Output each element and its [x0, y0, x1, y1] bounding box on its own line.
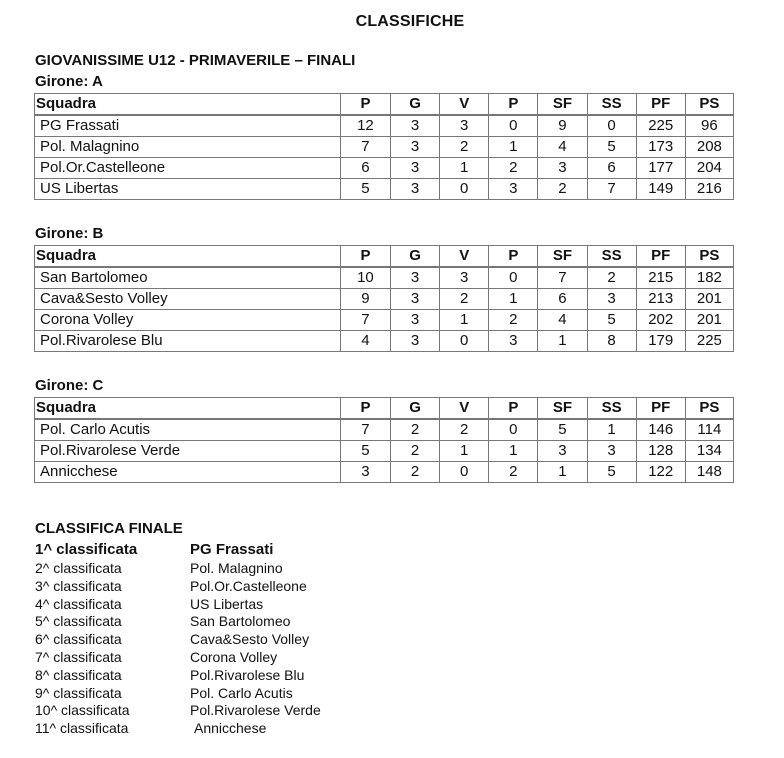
- stat-cell: 3: [587, 441, 636, 462]
- championship-subtitle: GIOVANISSIME U12 - PRIMAVERILE – FINALI: [35, 52, 356, 69]
- column-header: SF: [538, 246, 587, 268]
- stat-cell: 149: [636, 179, 685, 200]
- ranking-position: 6^ classificata: [35, 631, 122, 648]
- column-header: V: [440, 94, 489, 116]
- stat-cell: 0: [440, 462, 489, 483]
- stat-cell: 1: [587, 419, 636, 441]
- table-header-row: [35, 246, 734, 268]
- group-a-table: [34, 93, 734, 200]
- stat-cell: 1: [440, 441, 489, 462]
- ranking-team-name: Pol.Or.Castelleone: [190, 577, 307, 594]
- stat-cell: 2: [489, 310, 538, 331]
- table-row: [35, 158, 734, 179]
- stat-cell: 2: [440, 137, 489, 158]
- stat-cell: 0: [587, 115, 636, 137]
- table-row: [35, 441, 734, 462]
- stat-cell: 177: [636, 158, 685, 179]
- stat-cell: 5: [538, 419, 587, 441]
- ranking-team-name: Pol. Malagnino: [190, 560, 283, 576]
- stat-cell: 202: [636, 310, 685, 331]
- table-row: [35, 115, 734, 137]
- stat-cell: 0: [440, 179, 489, 200]
- stat-cell: 5: [340, 441, 390, 462]
- list-item: [35, 720, 321, 738]
- stat-cell: 8: [587, 331, 636, 352]
- column-header: SS: [587, 94, 636, 116]
- stat-cell: 134: [685, 441, 733, 462]
- column-header: P: [489, 94, 538, 116]
- column-header: PF: [636, 398, 685, 420]
- table-header-row: [35, 94, 734, 116]
- stat-cell: 4: [340, 331, 390, 352]
- ranking-team-name: Pol.Rivarolese Verde: [190, 702, 321, 719]
- stat-cell: 2: [489, 158, 538, 179]
- ranking-team-name: Cava&Sesto Volley: [190, 631, 310, 648]
- team-name-cell: Pol.Rivarolese Blu: [35, 331, 341, 352]
- stat-cell: 2: [391, 419, 440, 441]
- list-item: [35, 631, 321, 649]
- stat-cell: 173: [636, 137, 685, 158]
- team-name-cell: PG Frassati: [35, 115, 341, 137]
- stat-cell: 225: [685, 331, 733, 352]
- stat-cell: 9: [340, 289, 390, 310]
- column-header: V: [440, 398, 489, 420]
- team-name-cell: Pol. Malagnino: [35, 137, 341, 158]
- ranking-team-name: Pol.Rivarolese Blu: [190, 666, 305, 683]
- stat-cell: 213: [636, 289, 685, 310]
- team-name-cell: Pol.Or.Castelleone: [35, 158, 341, 179]
- stat-cell: 3: [391, 179, 440, 200]
- ranking-team-name: Annicchese: [194, 720, 267, 737]
- column-header: SS: [587, 398, 636, 420]
- page-title: CLASSIFICHE: [355, 13, 465, 30]
- table-row: [35, 267, 734, 289]
- ranking-position: 10^ classificata: [35, 702, 130, 719]
- ranking-position: 4^ classificata: [35, 595, 122, 612]
- stat-cell: 148: [685, 462, 733, 483]
- stat-cell: 1: [489, 441, 538, 462]
- stat-cell: 208: [685, 137, 733, 158]
- stat-cell: 201: [685, 289, 733, 310]
- table-row: [35, 331, 734, 352]
- table-header-row: [35, 398, 734, 420]
- stat-cell: 122: [636, 462, 685, 483]
- stat-cell: 4: [538, 310, 587, 331]
- stat-cell: 182: [685, 267, 733, 289]
- stat-cell: 179: [636, 331, 685, 352]
- stat-cell: 3: [391, 331, 440, 352]
- stat-cell: 96: [685, 115, 733, 137]
- stat-cell: 0: [489, 115, 538, 137]
- stat-cell: 6: [587, 158, 636, 179]
- stat-cell: 3: [391, 267, 440, 289]
- team-name-cell: US Libertas: [35, 179, 341, 200]
- group-b-table: [34, 245, 734, 352]
- column-header: P: [340, 246, 390, 268]
- stat-cell: 216: [685, 179, 733, 200]
- stat-cell: 3: [391, 137, 440, 158]
- stat-cell: 7: [340, 137, 390, 158]
- ranking-team-name: PG Frassati: [190, 541, 274, 558]
- stat-cell: 2: [489, 462, 538, 483]
- stat-cell: 3: [391, 115, 440, 137]
- stat-cell: 3: [538, 441, 587, 462]
- list-item: [35, 578, 321, 596]
- column-header: G: [391, 94, 440, 116]
- stat-cell: 1: [440, 158, 489, 179]
- column-header: G: [391, 246, 440, 268]
- column-header: P: [340, 94, 390, 116]
- stat-cell: 3: [440, 267, 489, 289]
- stat-cell: 3: [391, 289, 440, 310]
- stat-cell: 1: [489, 289, 538, 310]
- team-name-cell: Pol.Rivarolese Verde: [35, 441, 341, 462]
- stat-cell: 7: [340, 419, 390, 441]
- stat-cell: 3: [391, 310, 440, 331]
- table-row: [35, 419, 734, 441]
- ranking-position: 2^ classificata: [35, 560, 122, 576]
- table-row: [35, 289, 734, 310]
- column-header: PS: [685, 94, 733, 116]
- stat-cell: 128: [636, 441, 685, 462]
- column-header: SF: [538, 94, 587, 116]
- stat-cell: 4: [538, 137, 587, 158]
- table-row: [35, 179, 734, 200]
- group-c-label: Girone: C: [35, 377, 104, 394]
- column-header: Squadra: [35, 398, 341, 420]
- stat-cell: 5: [340, 179, 390, 200]
- ranking-position: 5^ classificata: [35, 613, 122, 630]
- list-item: [35, 560, 321, 578]
- column-header: PS: [685, 246, 733, 268]
- stat-cell: 1: [489, 137, 538, 158]
- column-header: P: [340, 398, 390, 420]
- final-ranking-list: [35, 540, 321, 738]
- ranking-team-name: US Libertas: [190, 595, 264, 612]
- list-item: [35, 685, 321, 703]
- stat-cell: 201: [685, 310, 733, 331]
- stat-cell: 3: [538, 158, 587, 179]
- ranking-position: 11^ classificata: [35, 720, 129, 737]
- column-header: PS: [685, 398, 733, 420]
- ranking-team-name: San Bartolomeo: [190, 613, 291, 630]
- column-header: Squadra: [35, 246, 341, 268]
- stat-cell: 1: [440, 310, 489, 331]
- ranking-position: 1^ classificata: [35, 541, 138, 558]
- stat-cell: 10: [340, 267, 390, 289]
- column-header: SF: [538, 398, 587, 420]
- column-header: V: [440, 246, 489, 268]
- stat-cell: 215: [636, 267, 685, 289]
- ranking-position: 7^ classificata: [35, 648, 122, 665]
- list-item: [35, 667, 321, 685]
- ranking-position: 8^ classificata: [35, 666, 122, 683]
- stat-cell: 6: [340, 158, 390, 179]
- column-header: P: [489, 246, 538, 268]
- list-item: [35, 540, 321, 560]
- team-name-cell: San Bartolomeo: [35, 267, 341, 289]
- ranking-team-name: Pol. Carlo Acutis: [190, 684, 293, 701]
- column-header: G: [391, 398, 440, 420]
- team-name-cell: Corona Volley: [35, 310, 341, 331]
- team-name-cell: Cava&Sesto Volley: [35, 289, 341, 310]
- group-b-label: Girone: B: [35, 225, 104, 242]
- ranking-position: 9^ classificata: [35, 684, 122, 701]
- list-item: [35, 649, 321, 667]
- table-row: [35, 462, 734, 483]
- stat-cell: 5: [587, 137, 636, 158]
- column-header: SS: [587, 246, 636, 268]
- stat-cell: 7: [587, 179, 636, 200]
- stat-cell: 1: [538, 331, 587, 352]
- stat-cell: 114: [685, 419, 733, 441]
- stat-cell: 12: [340, 115, 390, 137]
- team-name-cell: Annicchese: [35, 462, 341, 483]
- stat-cell: 146: [636, 419, 685, 441]
- stat-cell: 9: [538, 115, 587, 137]
- stat-cell: 0: [489, 419, 538, 441]
- column-header: PF: [636, 94, 685, 116]
- list-item: [35, 702, 321, 720]
- ranking-position: 3^ classificata: [35, 577, 122, 594]
- ranking-team-name: Corona Volley: [190, 648, 278, 665]
- stat-cell: 5: [587, 462, 636, 483]
- stat-cell: 2: [440, 419, 489, 441]
- stat-cell: 3: [440, 115, 489, 137]
- table-row: [35, 310, 734, 331]
- stat-cell: 2: [587, 267, 636, 289]
- stat-cell: 204: [685, 158, 733, 179]
- stat-cell: 0: [440, 331, 489, 352]
- list-item: [35, 613, 321, 631]
- final-ranking-title: CLASSIFICA FINALE: [35, 520, 183, 537]
- stat-cell: 6: [538, 289, 587, 310]
- stat-cell: 0: [489, 267, 538, 289]
- column-header: Squadra: [35, 94, 341, 116]
- stat-cell: 2: [391, 441, 440, 462]
- stat-cell: 2: [538, 179, 587, 200]
- stat-cell: 3: [391, 158, 440, 179]
- stat-cell: 3: [340, 462, 390, 483]
- stat-cell: 5: [587, 310, 636, 331]
- stat-cell: 7: [340, 310, 390, 331]
- stat-cell: 3: [489, 331, 538, 352]
- team-name-cell: Pol. Carlo Acutis: [35, 419, 341, 441]
- column-header: P: [489, 398, 538, 420]
- stat-cell: 7: [538, 267, 587, 289]
- group-a-label: Girone: A: [35, 73, 103, 90]
- stat-cell: 3: [489, 179, 538, 200]
- table-row: [35, 137, 734, 158]
- stat-cell: 2: [391, 462, 440, 483]
- stat-cell: 225: [636, 115, 685, 137]
- stat-cell: 2: [440, 289, 489, 310]
- stat-cell: 1: [538, 462, 587, 483]
- stat-cell: 3: [587, 289, 636, 310]
- list-item: [35, 596, 321, 614]
- column-header: PF: [636, 246, 685, 268]
- group-c-table: [34, 397, 734, 483]
